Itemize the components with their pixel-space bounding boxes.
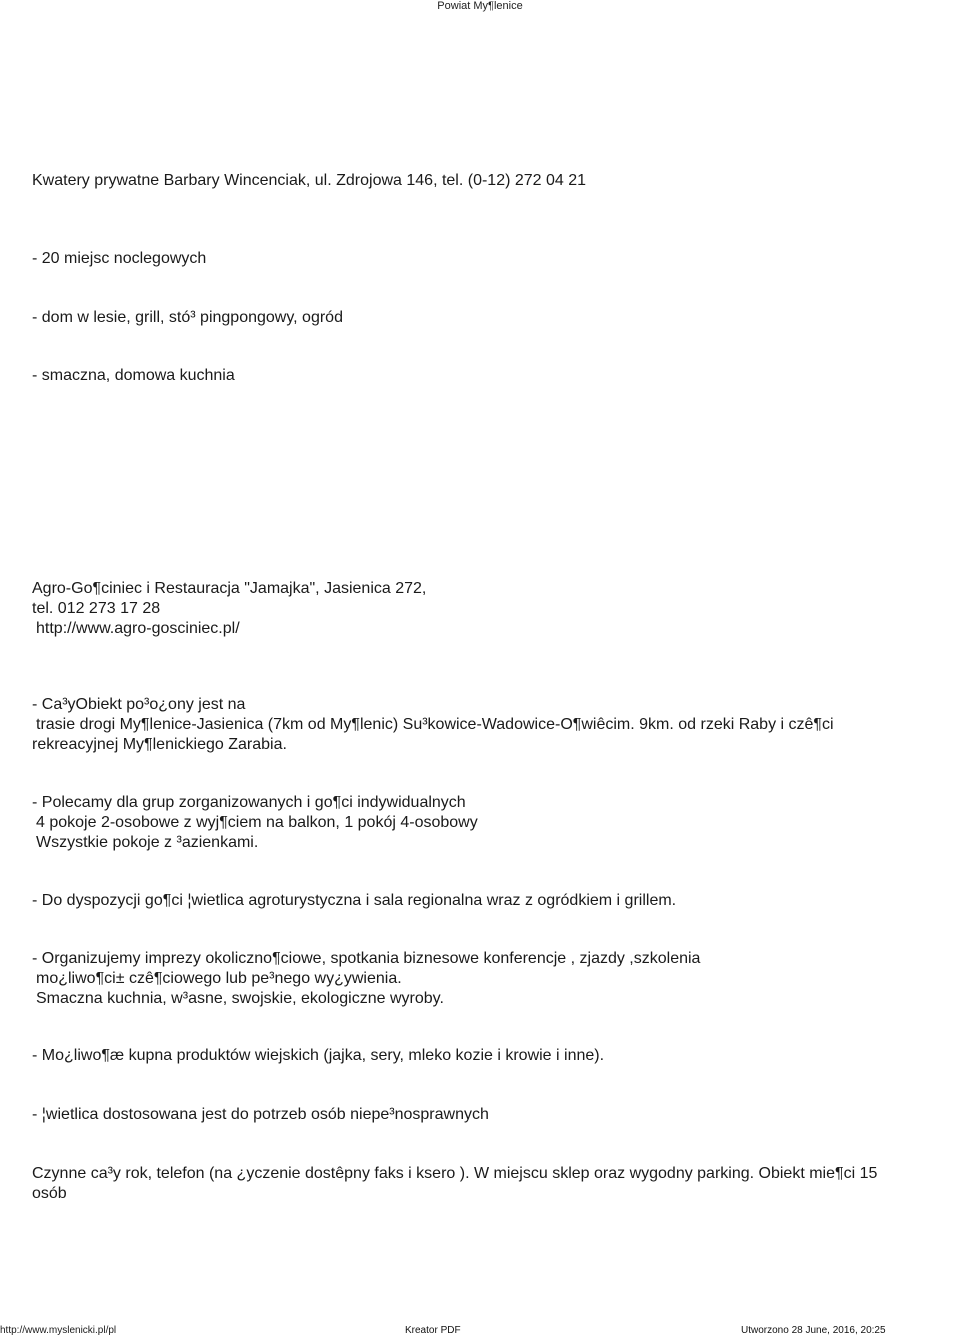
kwatery-item: - 20 miejsc noclegowych xyxy=(32,250,207,267)
footer-generator: Kreator PDF xyxy=(405,1325,461,1336)
kwatery-title: Kwatery prywatne Barbary Wincenciak, ul. Zdrojowa 146, tel. (0-12) 272 04 21 xyxy=(32,172,587,189)
facilities-line: - Do dyspozycji go¶ci ¦wietlica agroturystyczna i sala regionalna wraz z ogródkiem i grillem. xyxy=(32,892,677,909)
description-line: rekreacyjnej My¶lenickiego Zarabia. xyxy=(32,736,287,753)
agro-title: Agro-Go¶ciniec i Restauracja "Jamajka", Jasienica 272, xyxy=(32,580,427,597)
accessibility-line: - ¦wietlica dostosowana jest do potrzeb osób niepe³nosprawnych xyxy=(32,1106,489,1123)
offer-line: - Polecamy dla grup zorganizowanych i go¶ci indywidualnych xyxy=(32,794,466,811)
kwatery-item: - dom w lesie, grill, stó³ pingpongowy, ogród xyxy=(32,309,343,326)
agro-website-link[interactable]: http://www.agro-gosciniec.pl/ xyxy=(36,620,240,637)
description-line: trasie drogi My¶lenice-Jasienica (7km od My¶lenic) Su³kowice-Wadowice-O¶wiêcim. 9km. od rzeki Raby i czê¶ci xyxy=(36,716,834,733)
description-line: - Ca³yObiekt po³o¿ony jest na xyxy=(32,696,246,713)
events-line: - Organizujemy imprezy okoliczno¶ciowe, spotkania biznesowe konferencje , zjazdy ,szkolenia xyxy=(32,950,701,967)
offer-line: 4 pokoje 2-osobowe z wyj¶ciem na balkon, 1 pokój 4-osobowy xyxy=(36,814,478,831)
opening-info-line: osób xyxy=(32,1185,67,1202)
footer-url-link[interactable]: http://www.myslenicki.pl/pl xyxy=(0,1325,117,1336)
page-header xyxy=(0,0,960,12)
events-line: Smaczna kuchnia, w³asne, swojskie, ekologiczne wyroby. xyxy=(36,990,444,1007)
kwatery-item: - smaczna, domowa kuchnia xyxy=(32,367,235,384)
agro-tel: tel. 012 273 17 28 xyxy=(32,600,161,617)
opening-info-line: Czynne ca³y rok, telefon (na ¿yczenie dostêpny faks i ksero ). W miejscu sklep oraz wygodny parking. Obiekt mie¶ci 15 xyxy=(32,1165,878,1182)
events-line: mo¿liwo¶ci± czê¶ciowego lub pe³nego wy¿ywienia. xyxy=(36,970,402,987)
page-footer xyxy=(0,1325,960,1338)
footer-created-date: Utworzono 28 June, 2016, 20:25 xyxy=(741,1325,886,1336)
offer-line: Wszystkie pokoje z ³azienkami. xyxy=(36,834,259,851)
products-line: - Mo¿liwo¶æ kupna produktów wiejskich (jajka, sery, mleko kozie i krowie i inne). xyxy=(32,1047,605,1064)
header-title: Powiat My¶lenice xyxy=(437,0,523,12)
